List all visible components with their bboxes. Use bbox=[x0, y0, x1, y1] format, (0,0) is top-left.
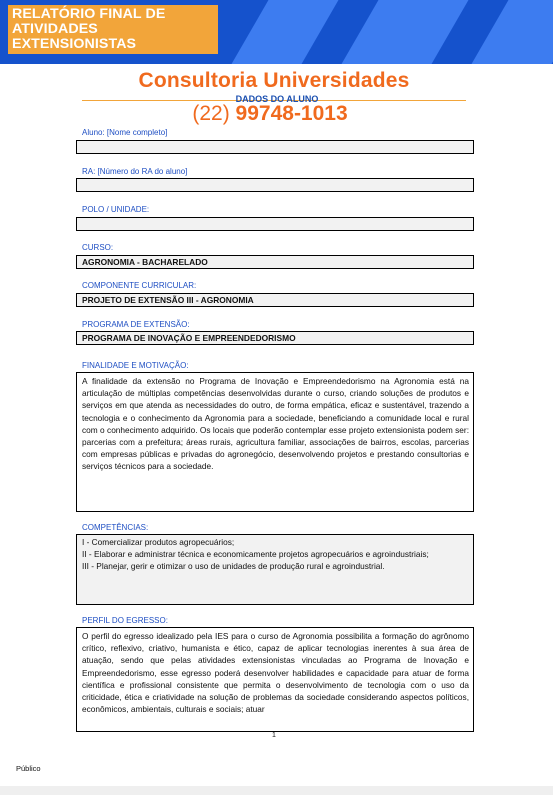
header-banner bbox=[0, 0, 553, 64]
perfil-text: O perfil do egresso idealizado pela IES para o curso de Agronomia possibilita a formação do agrônomo crítico, reflexivo, criativo, humanista e ético, capaz de aplicar tecnologias inerentes à sua área de atuação, sendo que pelas atividades extensionistas vinculadas ao Programa de Inovação e Empreendedorismo, esse egresso poderá desenvolver habilidades e capacidade para atuar de forma científica e profissional consistente que permita o desenvolvimento de tecnologia com o uso da criticidade, ética e criatividade na solução de problemas da sociedade considerando aspectos políticos, econômicos, ambientais, culturais e sociais; atuar bbox=[76, 627, 474, 732]
list-item: III - Planejar, gerir e otimizar o uso de unidades de produção rural e agroindustrial. bbox=[82, 561, 385, 572]
curso-label: CURSO: bbox=[82, 243, 114, 252]
classification-label: Público bbox=[16, 764, 41, 773]
phone-digits: 99748-1013 bbox=[235, 102, 348, 125]
aluno-field[interactable] bbox=[76, 140, 474, 154]
polo-label: POLO / UNIDADE: bbox=[82, 205, 150, 214]
phone-number bbox=[170, 102, 370, 126]
section-title: DADOS DO ALUNO bbox=[235, 94, 319, 104]
finalidade-text: A finalidade da extensão no Programa de Inovação e Empreendedorismo na Agronomia está na articulação de múltiplas competências desenvolvidas durante o curso, criando soluções de produtos e serviços em que atenda as necessidades do outro, de forma empática, eficaz e sustentável, trazendo a tecnologia e o conhecimento da Agronomia para a sociedade, beneficiando a comunidade local e rural com o conhecimento adquirido. Os locais que poderão contemplar esse projeto extensionista podem ser: parcerias com a prefeitura; áreas rurais, agricultura familiar, associações de bairros, escolas, parcerias com empresas públicas e privadas do agronegócio, desenvolvendo projetos e prestando consultorias e serviços técnicos para a sociedade. bbox=[76, 372, 474, 512]
list-item: II - Elaborar e administrar técnica e economicamente projetos agropecuários e agroindustriais; bbox=[82, 549, 429, 560]
aluno-label: Aluno: [Nome completo] bbox=[82, 128, 168, 137]
componente-label: COMPONENTE CURRICULAR: bbox=[82, 281, 197, 290]
componente-field: PROJETO DE EXTENSÃO III - AGRONOMIA bbox=[76, 293, 474, 307]
page-number: 1 bbox=[272, 732, 276, 739]
banner-stripe bbox=[472, 0, 553, 64]
perfil-label: PERFIL DO EGRESSO: bbox=[82, 616, 168, 625]
banner-stripe bbox=[232, 0, 339, 64]
ra-label: RA: [Número do RA do aluno] bbox=[82, 167, 188, 176]
banner-stripe bbox=[342, 0, 469, 64]
curso-field: AGRONOMIA - BACHARELADO bbox=[76, 255, 474, 269]
ra-field[interactable] bbox=[76, 178, 474, 192]
polo-field[interactable] bbox=[76, 217, 474, 231]
competencias-label: COMPETÊNCIAS: bbox=[82, 523, 149, 532]
programa-label: PROGRAMA DE EXTENSÃO: bbox=[82, 320, 190, 329]
list-item: I - Comercializar produtos agropecuários; bbox=[82, 537, 235, 547]
finalidade-label: FINALIDADE E MOTIVAÇÃO: bbox=[82, 361, 189, 370]
competencias-list bbox=[76, 534, 474, 605]
phone-prefix: (22) bbox=[192, 102, 230, 125]
brand-name: Consultoria Universidades bbox=[138, 69, 410, 92]
report-title: RELATÓRIO FINAL DE ATIVIDADES EXTENSIONISTAS bbox=[8, 5, 218, 54]
programa-field: PROGRAMA DE INOVAÇÃO E EMPREENDEDORISMO bbox=[76, 331, 474, 345]
bottom-bar bbox=[0, 786, 553, 795]
